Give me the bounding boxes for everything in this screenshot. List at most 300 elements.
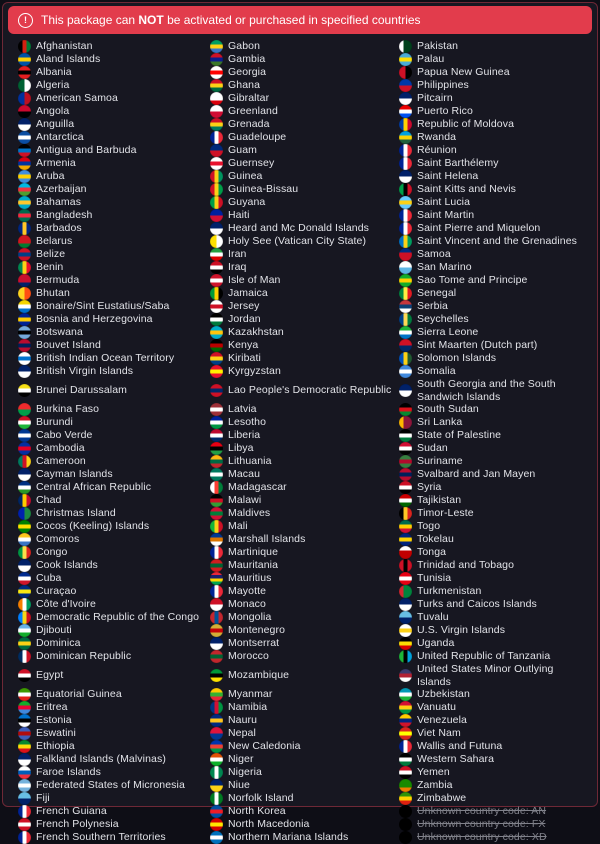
country-name: Unknown country code: AN <box>417 805 547 818</box>
flag-icon <box>399 624 412 637</box>
country-item <box>18 714 210 727</box>
country-name: Iraq <box>228 261 247 274</box>
country-item <box>399 378 589 403</box>
country-name: French Guiana <box>36 805 107 818</box>
country-item <box>18 92 210 105</box>
country-item <box>210 365 399 378</box>
country-name: Burundi <box>36 416 73 429</box>
country-name: Fiji <box>36 792 50 805</box>
country-name: Djibouti <box>36 624 72 637</box>
warning-banner <box>8 6 592 34</box>
country-name: Papua New Guinea <box>417 66 510 79</box>
country-item <box>399 235 589 248</box>
flag-icon <box>18 196 31 209</box>
country-name: New Caledonia <box>228 740 301 753</box>
flag-icon <box>18 585 31 598</box>
country-name: Guernsey <box>228 157 275 170</box>
country-item <box>18 403 210 416</box>
country-name: Cook Islands <box>36 559 98 572</box>
country-item <box>399 494 589 507</box>
country-name: Sri Lanka <box>417 416 463 429</box>
country-name: Sierra Leone <box>417 326 479 339</box>
country-name: Guadeloupe <box>228 131 287 144</box>
country-item <box>399 183 589 196</box>
flag-icon <box>18 261 31 274</box>
flag-icon <box>399 468 412 481</box>
country-item <box>399 559 589 572</box>
country-name: Saint Kitts and Nevis <box>417 183 516 196</box>
country-item <box>399 468 589 481</box>
country-item <box>18 144 210 157</box>
country-item <box>210 157 399 170</box>
country-item <box>210 248 399 261</box>
country-name: Mongolia <box>228 611 272 624</box>
country-name: Liberia <box>228 429 261 442</box>
country-name: Bahamas <box>36 196 82 209</box>
country-item <box>210 663 399 688</box>
country-name: Falkland Islands (Malvinas) <box>36 753 166 766</box>
country-name: Republic of Moldova <box>417 118 515 131</box>
country-item <box>210 818 399 831</box>
restricted-countries-panel <box>2 2 598 844</box>
country-item <box>18 455 210 468</box>
country-item <box>399 714 589 727</box>
country-name: Unknown country code: XD <box>417 831 547 844</box>
country-item <box>18 779 210 792</box>
country-item <box>399 300 589 313</box>
flag-icon <box>18 559 31 572</box>
flag-icon <box>399 559 412 572</box>
flag-icon <box>399 170 412 183</box>
country-name: Namibia <box>228 701 268 714</box>
country-name: Timor-Leste <box>417 507 474 520</box>
country-name: Saint Vincent and the Grenadines <box>417 235 578 248</box>
country-name: Anguilla <box>36 118 75 131</box>
country-item <box>18 650 210 663</box>
country-item <box>210 66 399 79</box>
flag-icon <box>18 144 31 157</box>
country-name: United States Minor Outlying Islands <box>417 663 554 688</box>
country-name: Bonaire/Sint Eustatius/Saba <box>36 300 170 313</box>
country-name: French Southern Territories <box>36 831 166 844</box>
country-name: Sudan <box>417 442 448 455</box>
country-item <box>399 663 589 688</box>
flag-icon <box>210 300 223 313</box>
country-item <box>210 131 399 144</box>
flag-icon <box>210 196 223 209</box>
flag-icon <box>399 144 412 157</box>
country-name: Tokelau <box>417 533 454 546</box>
country-item <box>210 209 399 222</box>
flag-icon <box>210 144 223 157</box>
country-item <box>399 520 589 533</box>
country-name: Pakistan <box>417 40 459 53</box>
country-item <box>399 818 589 831</box>
country-item <box>18 183 210 196</box>
flag-icon <box>18 468 31 481</box>
country-item <box>210 352 399 365</box>
flag-icon <box>210 669 223 682</box>
country-item <box>18 170 210 183</box>
flag-icon <box>399 365 412 378</box>
country-name: Tunisia <box>417 572 452 585</box>
country-name: Albania <box>36 66 72 79</box>
country-item <box>18 157 210 170</box>
country-item <box>210 468 399 481</box>
country-item <box>18 313 210 326</box>
flag-icon <box>18 792 31 805</box>
country-name: Dominican Republic <box>36 650 132 663</box>
country-name: Guam <box>228 144 257 157</box>
flag-icon <box>210 740 223 753</box>
flag-icon <box>210 287 223 300</box>
country-item <box>399 481 589 494</box>
country-item <box>210 92 399 105</box>
flag-icon <box>18 727 31 740</box>
country-name: Libya <box>228 442 254 455</box>
country-item <box>210 727 399 740</box>
flag-icon <box>399 53 412 66</box>
flag-icon <box>18 701 31 714</box>
flag-icon <box>399 520 412 533</box>
flag-icon <box>210 416 223 429</box>
country-name: Guinea-Bissau <box>228 183 299 196</box>
country-name: Zambia <box>417 779 453 792</box>
country-item <box>18 209 210 222</box>
country-name: Philippines <box>417 79 469 92</box>
country-item <box>210 261 399 274</box>
flag-icon <box>210 79 223 92</box>
flag-icon <box>399 585 412 598</box>
flag-icon <box>399 261 412 274</box>
flag-icon <box>399 766 412 779</box>
country-name: Wallis and Futuna <box>417 740 503 753</box>
flag-icon <box>399 727 412 740</box>
country-name: Saint Lucia <box>417 196 471 209</box>
flag-icon <box>399 235 412 248</box>
flag-icon <box>18 429 31 442</box>
flag-icon <box>210 766 223 779</box>
flag-icon <box>399 818 412 831</box>
flag-icon <box>210 818 223 831</box>
country-item <box>399 196 589 209</box>
flag-icon <box>18 66 31 79</box>
flag-icon <box>210 352 223 365</box>
country-item <box>18 740 210 753</box>
flag-icon <box>210 384 223 397</box>
flag-icon <box>210 66 223 79</box>
country-name: Guinea <box>228 170 263 183</box>
country-name: South Georgia and the South Sandwich Islands <box>417 378 556 403</box>
country-item <box>399 650 589 663</box>
country-name: Marshall Islands <box>228 533 306 546</box>
flag-icon <box>210 559 223 572</box>
flag-icon <box>18 79 31 92</box>
country-item <box>18 79 210 92</box>
country-name: Sao Tome and Principe <box>417 274 528 287</box>
country-name: Tonga <box>417 546 447 559</box>
country-item <box>399 222 589 235</box>
country-item <box>18 429 210 442</box>
country-item <box>210 455 399 468</box>
country-name: Mauritania <box>228 559 279 572</box>
country-name: Norfolk Island <box>228 792 294 805</box>
country-name: Isle of Man <box>228 274 281 287</box>
country-name: Mozambique <box>228 669 290 682</box>
country-name: Monaco <box>228 598 266 611</box>
flag-icon <box>18 313 31 326</box>
flag-icon <box>399 339 412 352</box>
flag-icon <box>399 313 412 326</box>
flag-icon <box>399 714 412 727</box>
country-item <box>18 235 210 248</box>
country-name: Antarctica <box>36 131 84 144</box>
country-item <box>18 831 210 844</box>
flag-icon <box>18 831 31 844</box>
country-item <box>399 352 589 365</box>
country-name: Grenada <box>228 118 270 131</box>
country-name: Nauru <box>228 714 258 727</box>
country-name: Serbia <box>417 300 448 313</box>
country-item <box>399 688 589 701</box>
country-item <box>18 118 210 131</box>
flag-icon <box>210 507 223 520</box>
flag-icon <box>210 650 223 663</box>
flag-icon <box>210 442 223 455</box>
country-name: Seychelles <box>417 313 469 326</box>
flag-icon <box>399 572 412 585</box>
flag-icon <box>18 416 31 429</box>
country-item <box>18 274 210 287</box>
flag-icon <box>210 455 223 468</box>
country-item <box>18 663 210 688</box>
country-item <box>18 585 210 598</box>
country-name: Lesotho <box>228 416 267 429</box>
flag-icon <box>210 248 223 261</box>
flag-icon <box>399 248 412 261</box>
flag-icon <box>18 520 31 533</box>
country-item <box>399 261 589 274</box>
country-item <box>210 507 399 520</box>
country-item <box>210 520 399 533</box>
country-item <box>210 53 399 66</box>
flag-icon <box>210 222 223 235</box>
country-name: Saint Pierre and Miquelon <box>417 222 541 235</box>
country-name: Aruba <box>36 170 65 183</box>
country-item <box>210 611 399 624</box>
country-name: Democratic Republic of the Congo <box>36 611 200 624</box>
country-item <box>210 753 399 766</box>
country-item <box>399 779 589 792</box>
country-item <box>210 222 399 235</box>
flag-icon <box>399 66 412 79</box>
flag-icon <box>399 611 412 624</box>
country-name: Latvia <box>228 403 257 416</box>
country-name: Cayman Islands <box>36 468 113 481</box>
flag-icon <box>18 650 31 663</box>
country-item <box>210 326 399 339</box>
flag-icon <box>18 222 31 235</box>
country-name: Suriname <box>417 455 463 468</box>
country-name: Mauritius <box>228 572 272 585</box>
flag-icon <box>18 183 31 196</box>
flag-icon <box>18 611 31 624</box>
flag-icon <box>210 235 223 248</box>
country-name: State of Palestine <box>417 429 502 442</box>
flag-icon <box>210 688 223 701</box>
country-item <box>18 805 210 818</box>
flag-icon <box>18 326 31 339</box>
flag-icon <box>210 727 223 740</box>
country-item <box>18 494 210 507</box>
country-name: San Marino <box>417 261 472 274</box>
country-item <box>210 792 399 805</box>
flag-icon <box>18 53 31 66</box>
country-name: Niger <box>228 753 254 766</box>
flag-icon <box>399 429 412 442</box>
flag-icon <box>18 481 31 494</box>
country-item <box>399 144 589 157</box>
country-item <box>18 378 210 403</box>
country-name: Montserrat <box>228 637 280 650</box>
country-item <box>399 66 589 79</box>
flag-icon <box>18 779 31 792</box>
country-name: United Republic of Tanzania <box>417 650 551 663</box>
country-name: Maldives <box>228 507 271 520</box>
flag-icon <box>18 455 31 468</box>
flag-icon <box>399 507 412 520</box>
flag-icon <box>399 805 412 818</box>
country-item <box>18 688 210 701</box>
flag-icon <box>18 92 31 105</box>
country-name: Bangladesh <box>36 209 93 222</box>
flag-icon <box>18 352 31 365</box>
flag-icon <box>399 105 412 118</box>
flag-icon <box>18 688 31 701</box>
country-name: Northern Mariana Islands <box>228 831 349 844</box>
country-name: Barbados <box>36 222 82 235</box>
flag-icon <box>399 131 412 144</box>
country-name: Rwanda <box>417 131 457 144</box>
country-item <box>210 701 399 714</box>
country-item <box>399 365 589 378</box>
country-name: Ethiopia <box>36 740 75 753</box>
country-item <box>210 533 399 546</box>
country-item <box>210 183 399 196</box>
flag-icon <box>18 753 31 766</box>
flag-icon <box>399 157 412 170</box>
country-item <box>210 170 399 183</box>
country-item <box>18 442 210 455</box>
country-item <box>210 624 399 637</box>
country-name: Niue <box>228 779 250 792</box>
flag-icon <box>399 416 412 429</box>
country-name: Holy See (Vatican City State) <box>228 235 367 248</box>
country-item <box>18 40 210 53</box>
country-item <box>399 805 589 818</box>
flag-icon <box>210 805 223 818</box>
flag-icon <box>399 688 412 701</box>
flag-icon <box>210 274 223 287</box>
country-name: U.S. Virgin Islands <box>417 624 506 637</box>
country-item <box>18 365 210 378</box>
country-name: Eswatini <box>36 727 76 740</box>
country-item <box>399 248 589 261</box>
country-name: Togo <box>417 520 441 533</box>
country-item <box>210 287 399 300</box>
flag-icon <box>210 313 223 326</box>
country-item <box>399 442 589 455</box>
flag-icon <box>399 701 412 714</box>
country-name: Uzbekistan <box>417 688 470 701</box>
country-name: Lao People's Democratic Republic <box>228 384 392 397</box>
country-item <box>399 287 589 300</box>
country-name: Morocco <box>228 650 269 663</box>
country-name: Kiribati <box>228 352 261 365</box>
country-name: Ghana <box>228 79 261 92</box>
country-name: Aland Islands <box>36 53 101 66</box>
flag-icon <box>399 79 412 92</box>
country-item <box>399 727 589 740</box>
country-name: Central African Republic <box>36 481 152 494</box>
flag-icon <box>210 183 223 196</box>
country-name: British Virgin Islands <box>36 365 134 378</box>
flag-icon <box>210 365 223 378</box>
flag-icon <box>210 714 223 727</box>
country-item <box>210 831 399 844</box>
flag-icon <box>18 546 31 559</box>
country-item <box>210 714 399 727</box>
country-item <box>399 209 589 222</box>
country-item <box>399 131 589 144</box>
flag-icon <box>399 40 412 53</box>
country-name: Heard and Mc Donald Islands <box>228 222 370 235</box>
country-item <box>399 157 589 170</box>
country-name: Sint Maarten (Dutch part) <box>417 339 538 352</box>
warning-banner-text: This package can NOT be activated or purchased in specified countries <box>41 13 421 27</box>
country-name: American Samoa <box>36 92 118 105</box>
country-name: Turkmenistan <box>417 585 482 598</box>
flag-icon <box>210 572 223 585</box>
flag-icon <box>18 403 31 416</box>
flag-icon <box>399 546 412 559</box>
country-item <box>210 598 399 611</box>
country-item <box>399 507 589 520</box>
flag-icon <box>399 300 412 313</box>
country-item <box>399 624 589 637</box>
country-name: Svalbard and Jan Mayen <box>417 468 536 481</box>
country-item <box>18 727 210 740</box>
country-name: Bermuda <box>36 274 80 287</box>
flag-icon <box>210 585 223 598</box>
country-name: Cambodia <box>36 442 85 455</box>
flag-icon <box>399 196 412 209</box>
flag-icon <box>210 753 223 766</box>
flag-icon <box>210 429 223 442</box>
flag-icon <box>210 494 223 507</box>
flag-icon <box>210 261 223 274</box>
flag-icon <box>399 831 412 844</box>
flag-icon <box>399 494 412 507</box>
country-item <box>18 546 210 559</box>
country-name: Bouvet Island <box>36 339 101 352</box>
country-name: Malawi <box>228 494 262 507</box>
flag-icon <box>18 624 31 637</box>
flag-icon <box>18 105 31 118</box>
country-name: Faroe Islands <box>36 766 101 779</box>
country-item <box>399 313 589 326</box>
flag-icon <box>210 701 223 714</box>
